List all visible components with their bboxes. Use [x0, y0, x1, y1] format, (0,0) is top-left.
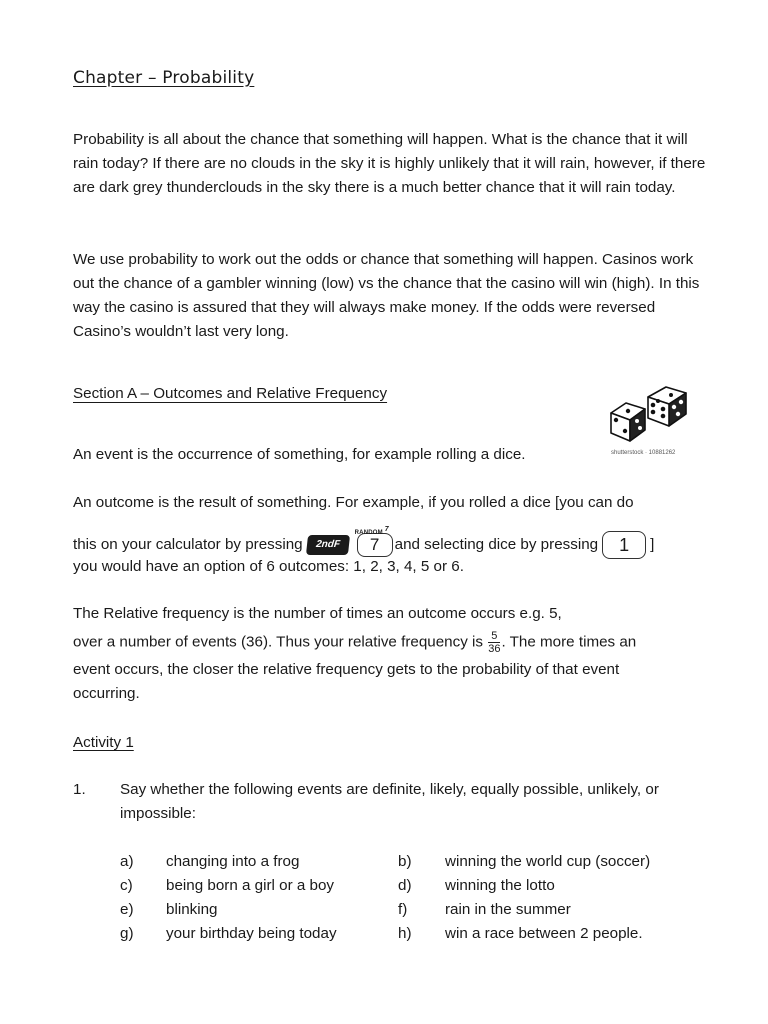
outcome-line-2-start: this on your calculator by pressing	[73, 536, 303, 554]
option-label: c)	[120, 877, 133, 894]
calculator-1-key: 1	[602, 531, 646, 559]
option-text: rain in the summer	[445, 901, 571, 918]
relative-frequency-line-4: occurring.	[73, 685, 140, 702]
option-label: h)	[398, 925, 412, 942]
option-label: f)	[398, 901, 408, 918]
dice-icon	[608, 383, 692, 445]
option-label: e)	[120, 901, 134, 918]
option-text: winning the world cup (soccer)	[445, 853, 651, 870]
question-number: 1.	[73, 781, 86, 798]
calculator-random-key	[354, 525, 393, 558]
intro-paragraph-2: We use probability to work out the odds or chance that something will happen. Casinos work out the chance of a gambler winning (low) vs the chance that the casino will win (high). In this way the casino is assured that they will always make money. If the odds were reversed Casino’s wouldn’t last very long.	[73, 251, 700, 340]
rf-line-2-end: . The more times an	[501, 633, 637, 651]
outcome-line-3: you would have an option of 6 outcomes: 1, 2, 3, 4, 5 or 6.	[73, 558, 464, 575]
outcome-line-1: An outcome is the result of something. For example, if you rolled a dice [you can do	[73, 494, 634, 511]
chapter-title: Chapter – Probability	[73, 68, 255, 88]
option-text: win a race between 2 people.	[445, 925, 643, 942]
option-text: being born a girl or a boy	[166, 877, 335, 894]
rf-line-2-start: over a number of events (36). Thus your relative frequency is	[73, 633, 483, 651]
relative-frequency-line-1: The Relative frequency is the number of times an outcome occurs e.g. 5,	[73, 605, 562, 622]
random-label-text: RANDOM	[354, 529, 383, 536]
section-a-heading: Section A – Outcomes and Relative Frequency	[73, 385, 388, 402]
question-text: Say whether the following events are definite, likely, equally possible, unlikely, or impossible:	[120, 781, 659, 822]
relative-frequency-line-2	[73, 630, 636, 655]
option-text: your birthday being today	[166, 925, 337, 942]
intro-paragraph-1: Probability is all about the chance that something will happen. What is the chance that it will rain today? If there are no clouds in the sky it is highly unlikely that it will rain, however, if there are dark grey thunderclouds in the sky there is a much better chance that it will rain today.	[73, 131, 706, 196]
outcome-line-2-end: ]	[650, 536, 655, 554]
calculator-7-key: 7	[357, 533, 393, 557]
random-label-sup: 7	[384, 525, 389, 533]
relative-frequency-line-3: event occurs, the closer the relative frequency gets to the probability of that event	[73, 661, 620, 678]
option-text: changing into a frog	[166, 853, 300, 870]
calculator-2ndf-key: 2ndF	[306, 535, 350, 555]
relative-frequency-fraction	[488, 630, 500, 655]
image-credit: shutterstock · 10881262	[611, 450, 676, 456]
option-label: g)	[120, 925, 134, 942]
outcome-line-2-mid: and selecting dice by pressing	[394, 536, 599, 554]
option-label: b)	[398, 853, 412, 870]
option-label: a)	[120, 853, 134, 870]
fraction-denominator: 36	[488, 643, 501, 655]
option-label: d)	[398, 877, 412, 894]
option-text: blinking	[166, 901, 218, 918]
event-definition: An event is the occurrence of something, for example rolling a dice.	[73, 446, 526, 463]
random-key-label	[355, 518, 389, 545]
option-text: winning the lotto	[445, 877, 555, 894]
fraction-numerator: 5	[488, 630, 500, 643]
activity-heading: Activity 1	[73, 734, 134, 751]
